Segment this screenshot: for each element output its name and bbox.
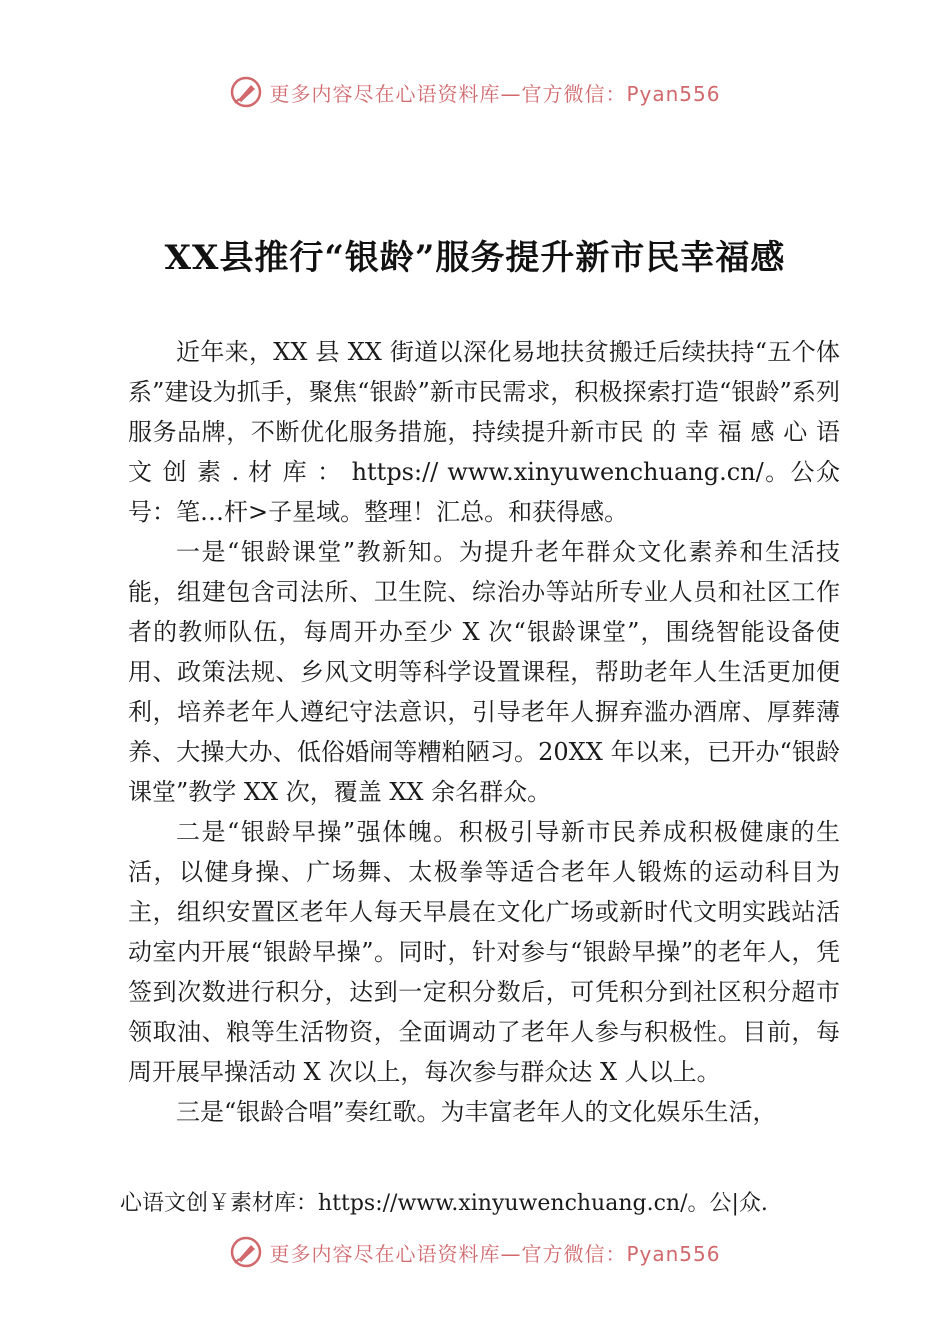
paragraph-silver-classroom: 一是“银龄课堂”教新知。为提升老年群众文化素养和生活技能，组建包含司法所、卫生院、综治办等站所专业人员和社区工作者的教师队伍，每周开办至少 X 次“银龄课堂”，围绕智能设备使用、政策法规、乡风文明等科学设置课程，帮助老年人生活更加便利，培养老年人遵纪守法意识，引导老年人摒弃滥办酒席、厚葬薄养、大操大办、低俗婚闹等糟粕陋习。20XX 年以来，已开办“银龄课堂”教学 XX 次，覆盖 XX 余名群众。	[128, 538, 840, 806]
banner-text: 更多内容尽在心语资料库—官方微信：Pyan556	[269, 1241, 721, 1266]
header-banner	[0, 72, 950, 112]
paragraph-silver-choir: 三是“银龄合唱”奏红歌。为丰富老年人的文化娱乐生活，	[176, 1098, 777, 1126]
document-body	[128, 332, 840, 1132]
footer-banner	[0, 1232, 950, 1272]
pen-nib-icon	[229, 1235, 263, 1269]
pen-nib-icon	[229, 75, 263, 109]
document-title: XX县推行“银龄”服务提升新市民幸福感	[164, 238, 786, 278]
paragraph-silver-exercise: 二是“银龄早操”强体魄。积极引导新市民养成积极健康的生活，以健身操、广场舞、太极拳等适合老年人锻炼的运动科目为主，组织安置区老年人每天早晨在文化广场或新时代文明实践站活动室内开展“银龄早操”。同时，针对参与“银龄早操”的老年人，凭签到次数进行积分，达到一定积分数后，可凭积分到社区积分超市领取油、粮等生活物资，全面调动了老年人参与积极性。目前，每周开展早操活动 X 次以上，每次参与群众达 X 人以上。	[128, 818, 840, 1086]
paragraph-intro: 近年来，XX 县 XX 街道以深化易地扶贫搬迁后续扶持“五个体系”建设为抓手，聚焦“银龄”新市民需求，积极探索打造“银龄”系列服务品牌，不断优化服务措施，持续提升新市民 的 幸 福 感 心 语 文 创 素 . 材 库 ： https:// www.xinyuwenchuang.cn/。公众号：笔…杆>子星域。整理！汇总。和获得感。	[128, 338, 840, 526]
banner-text: 更多内容尽在心语资料库—官方微信：Pyan556	[269, 81, 721, 106]
footer-watermark-line: 心语文创￥素材库：https://www.xinyuwenchuang.cn/。公|众.	[120, 1191, 768, 1216]
